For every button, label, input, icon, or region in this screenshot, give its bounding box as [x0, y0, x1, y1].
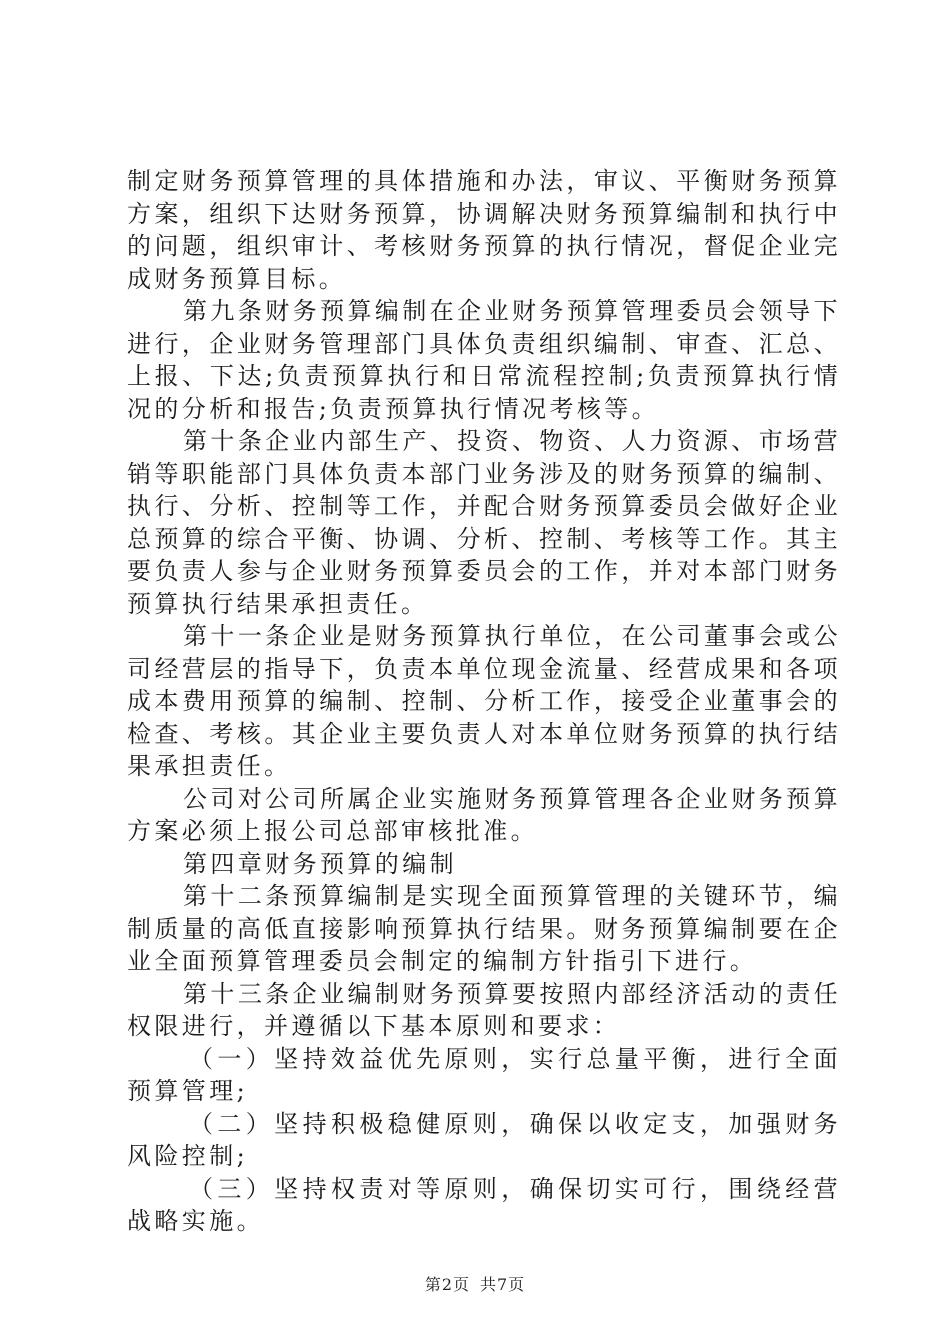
- page-footer: [0, 1272, 950, 1295]
- paragraph-article-13: 第十三条企业编制财务预算要按照内部经济活动的责任权限进行，并遵循以下基本原则和要求：: [127, 979, 841, 1040]
- paragraph-article-11: 第十一条企业是财务预算执行单位，在公司董事会或公司经营层的指导下，负责本单位现金流量、经营成果和各项成本费用预算的编制、控制、分析工作，接受企业董事会的检查、考核。其企业主要负责人对本单位财务预算的执行结果承担责任。: [127, 622, 841, 780]
- chapter-heading: 第四章财务预算的编制: [183, 849, 457, 878]
- paragraph-article-9: 第九条财务预算编制在企业财务预算管理委员会领导下进行，企业财务管理部门具体负责组织编制、审查、汇总、上报、下达;负责预算执行和日常流程控制;负责预算执行情况的分析和报告;负责预算执行情况考核等。: [127, 297, 841, 423]
- paragraph-article-12: 第十二条预算编制是实现全面预算管理的关键环节，编制质量的高低直接影响预算执行结果。财务预算编制要在企业全面预算管理委员会制定的编制方针指引下进行。: [127, 882, 841, 975]
- paragraph-1: 制定财务预算管理的具体措施和办法，审议、平衡财务预算方案，组织下达财务预算，协调解决财务预算编制和执行中的问题，组织审计、考核财务预算的执行情况，督促企业完成财务预算目标。: [127, 167, 841, 293]
- list-item-3: （三）坚持权责对等原则，确保切实可行，围绕经营战略实施。: [127, 1174, 841, 1235]
- page-number: 第2页: [424, 1275, 470, 1294]
- list-item-2: （二）坚持积极稳健原则，确保以收定支，加强财务风险控制;: [127, 1109, 841, 1170]
- paragraph-article-10: 第十条企业内部生产、投资、物资、人力资源、市场营销等职能部门具体负责本部门业务涉及的财务预算的编制、执行、分析、控制等工作，并配合财务预算委员会做好企业总预算的综合平衡、协调、分析、控制、考核等工作。其主要负责人参与企业财务预算委员会的工作，并对本部门财务预算执行结果承担责任。: [127, 427, 841, 618]
- document-body: [127, 165, 841, 1238]
- page-total: 共7页: [480, 1275, 526, 1294]
- list-item-1: （一）坚持效益优先原则，实行总量平衡，进行全面预算管理;: [127, 1044, 841, 1105]
- paragraph-approval: 公司对公司所属企业实施财务预算管理各企业财务预算方案必须上报公司总部审核批准。: [127, 784, 841, 845]
